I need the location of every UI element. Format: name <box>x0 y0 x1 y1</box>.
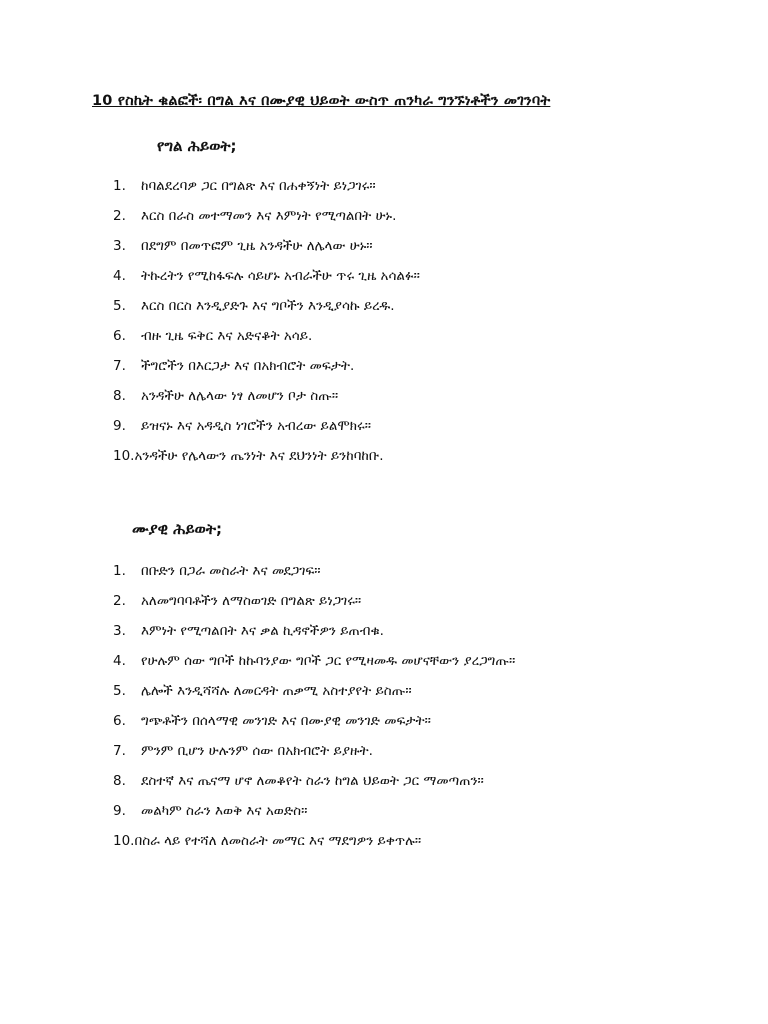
item-text: ይዝናኑ እና አዳዲስ ነገሮችን አብረው ይልሞክሩ። <box>141 418 372 434</box>
item-text: እርስ በራስ መተማመን እና እምነት የሚጣልበት ሁኑ. <box>141 208 397 224</box>
list-item <box>113 206 420 236</box>
list-item <box>113 446 420 476</box>
item-number: 8. <box>113 773 126 789</box>
item-number: 2. <box>113 208 126 224</box>
personal-life-list <box>113 176 420 476</box>
professional-life-heading: ሙያዊ ሕይወት; <box>132 520 222 538</box>
item-number: 5. <box>113 298 126 314</box>
item-number: 6. <box>113 713 126 729</box>
list-item <box>113 801 515 831</box>
list-item <box>113 561 515 591</box>
item-number: 8. <box>113 388 126 404</box>
item-text: በደግም በመጥፎም ጊዜ አንዳችሁ ለሌላው ሁኑ። <box>141 238 373 254</box>
list-item <box>113 621 515 651</box>
list-item <box>113 176 420 206</box>
item-text: ሌሎች እንዲሻሻሉ ለመርዳት ጠቃሚ አስተያየት ይስጡ። <box>141 683 412 699</box>
item-text: እምነት የሚጣልበት እና ቃል ኪዳኖችዎን ይጠብቁ. <box>141 623 384 639</box>
list-item <box>113 771 515 801</box>
item-number: 4. <box>113 653 126 669</box>
item-number: 1. <box>113 563 126 579</box>
list-item <box>113 326 420 356</box>
item-text: ብዙ ጊዜ ፍቅር እና አድናቆት አሳይ. <box>141 328 313 344</box>
item-number: 1. <box>113 178 126 194</box>
item-number: 10. <box>113 833 135 849</box>
list-item <box>113 296 420 326</box>
item-number: 4. <box>113 268 126 284</box>
item-text: በቡድን በጋራ መስራት እና መደጋገፍ። <box>141 563 321 579</box>
item-number: 6. <box>113 328 126 344</box>
list-item <box>113 831 515 861</box>
item-text: ግጭቶችን በሰላማዊ መንገድ እና በሙያዊ መንገድ መፍታት። <box>141 713 431 729</box>
list-item <box>113 681 515 711</box>
list-item <box>113 741 515 771</box>
item-text: ችግሮችን በእርጋታ እና በአክብሮት መፍታት. <box>141 358 355 374</box>
item-text: በስራ ላይ የተሻለ ለመስራት መማር እና ማደግዎን ይቀጥሉ። <box>134 833 422 849</box>
list-item <box>113 711 515 741</box>
personal-life-heading: የግል ሕይወት; <box>157 137 237 155</box>
item-number: 7. <box>113 743 126 759</box>
item-number: 10. <box>113 448 135 464</box>
item-text: እርስ በርስ እንዲያድጉ እና ግቦችን እንዲያሳኩ ይረዱ. <box>141 298 395 314</box>
list-item <box>113 591 515 621</box>
list-item <box>113 236 420 266</box>
document-title: 10 የስኬት ቁልፎች፡ በግል እና በሙያዊ ህይወት ውስጥ ጠንካራ ግንኙነቶችን መገንባት <box>92 93 551 109</box>
list-item <box>113 386 420 416</box>
item-number: 3. <box>113 238 126 254</box>
list-item <box>113 266 420 296</box>
item-text: የሁሉም ሰው ግቦች ከኩባንያው ግቦች ጋር የሚዛመዱ መሆናቸውን ያረጋግጡ። <box>141 653 516 669</box>
item-text: ደስተኛ እና ጤናማ ሆኖ ለመቆየት ስራን ከግል ህይወት ጋር ማመጣጠን። <box>141 773 484 789</box>
item-text: አንዳችሁ የሌላውን ጤንነት እና ደህንነት ይንከባከቡ. <box>134 448 384 464</box>
list-item <box>113 416 420 446</box>
item-text: ምንም ቢሆን ሁሉንም ሰው በአክብሮት ይያዙት. <box>141 743 373 759</box>
item-text: ከባልደረባዎ ጋር በግልጽ እና በሐቀኝነት ይነጋገሩ። <box>141 178 376 194</box>
item-number: 9. <box>113 803 126 819</box>
item-text: መልካም ስራን እወቅ እና አወድስ። <box>141 803 308 819</box>
item-number: 9. <box>113 418 126 434</box>
item-number: 2. <box>113 593 126 609</box>
professional-life-list <box>113 561 515 861</box>
list-item <box>113 356 420 386</box>
item-text: አንዳችሁ ለሌላው ነፃ ለመሆን ቦታ ስጡ። <box>141 388 339 404</box>
item-text: አለመግባባቶችን ለማስወገድ በግልጽ ይነጋገሩ። <box>141 593 362 609</box>
item-number: 7. <box>113 358 126 374</box>
item-number: 5. <box>113 683 126 699</box>
list-item <box>113 651 515 681</box>
item-text: ትኩረትን የሚከፋፍሉ ሳይሆኑ አብራችሁ ጥሩ ጊዜ አሳልፉ። <box>141 268 420 284</box>
item-number: 3. <box>113 623 126 639</box>
